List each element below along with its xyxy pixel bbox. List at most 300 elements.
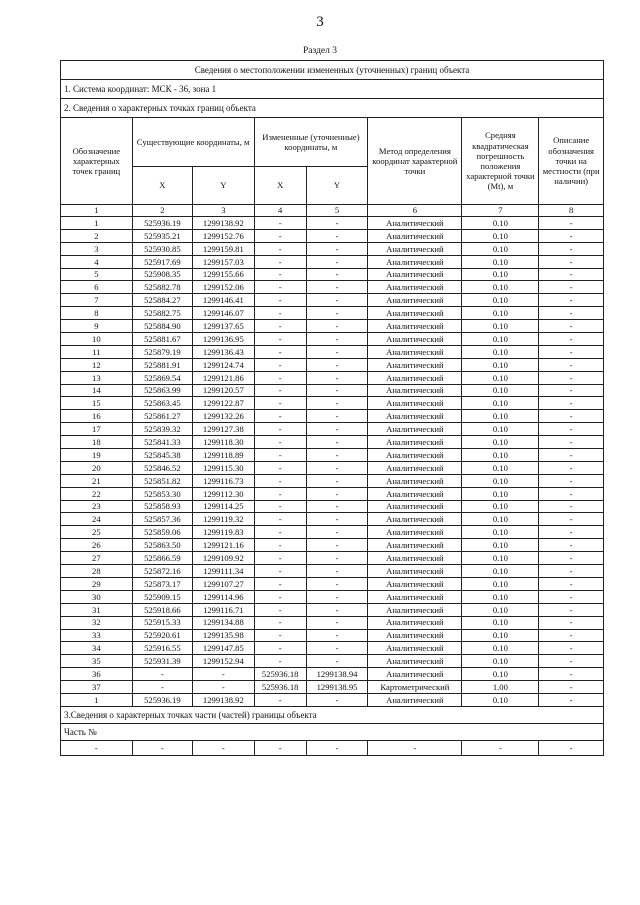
table-cell: Аналитический [368,487,462,500]
table-cell: - [254,294,306,307]
table-cell: - [306,436,367,449]
table-cell: 525861.27 [132,410,192,423]
table-cell: - [254,449,306,462]
table-cell: 1299136.43 [193,345,254,358]
table-cell: 525931.39 [132,655,192,668]
table-row [61,693,604,706]
table-cell: 1299152.94 [193,655,254,668]
table-cell: 1299138.92 [193,693,254,706]
table-cell: 525936.18 [254,681,306,694]
table-cell: 14 [61,384,133,397]
table-cell: 36 [61,668,133,681]
table-cell: 525916.55 [132,642,192,655]
table-cell: 525863.50 [132,539,192,552]
table-row [61,487,604,500]
table-cell: 15 [61,397,133,410]
table-cell: 1299124.74 [193,358,254,371]
table-row [61,358,604,371]
table-cell: 25 [61,526,133,539]
table-row [61,655,604,668]
table-cell: 24 [61,513,133,526]
table-cell: 525882.75 [132,307,192,320]
table-row [61,268,604,281]
table-row [61,217,604,230]
table-cell: 9 [61,320,133,333]
table-cell: 1299137.65 [193,320,254,333]
table-cell: 21 [61,474,133,487]
table-row [61,294,604,307]
table-cell: Аналитический [368,294,462,307]
table-cell: 1299122.87 [193,397,254,410]
table-cell: - [539,281,604,294]
table-cell: 525863.99 [132,384,192,397]
table-cell: 13 [61,371,133,384]
table-cell: 0.10 [462,436,539,449]
table-cell: - [539,397,604,410]
table-cell: 0.10 [462,655,539,668]
boundary-table [60,60,604,756]
table-cell: - [306,397,367,410]
table-row [61,565,604,578]
table-cell: - [254,217,306,230]
table-cell: - [539,307,604,320]
table-cell: Аналитический [368,307,462,320]
table-row [61,500,604,513]
table-row [61,603,604,616]
table-cell: 0.10 [462,281,539,294]
table-cell: - [539,629,604,642]
table-cell: 0.10 [462,320,539,333]
table-cell: 1299115.30 [193,461,254,474]
table-cell: 0.10 [462,217,539,230]
table-cell: - [539,565,604,578]
table-cell: 0.10 [462,577,539,590]
table-cell: - [539,345,604,358]
table-cell: 0.10 [462,603,539,616]
table-cell: 525866.59 [132,552,192,565]
table-cell: 0.10 [462,461,539,474]
table-cell: - [306,616,367,629]
table-cell: - [254,358,306,371]
table-cell: Аналитический [368,461,462,474]
table-cell: 0.10 [462,552,539,565]
table-cell: 1299118.30 [193,436,254,449]
table-cell: 0.10 [462,500,539,513]
table-cell: - [368,740,462,755]
table-cell: 525851.82 [132,474,192,487]
table-cell: 1299159.81 [193,242,254,255]
table-cell: - [254,577,306,590]
column-number-cell: 2 [132,205,192,217]
table-cell: - [254,397,306,410]
table-cell: 0.10 [462,345,539,358]
table-cell: - [306,345,367,358]
table-cell: - [306,539,367,552]
table-cell: 29 [61,577,133,590]
table-cell: Аналитический [368,397,462,410]
table-cell: - [254,616,306,629]
table-cell: - [306,268,367,281]
table-cell: Аналитический [368,358,462,371]
table-cell: - [306,307,367,320]
table-cell: - [539,740,604,755]
table-cell: 0.10 [462,371,539,384]
table-cell: 22 [61,487,133,500]
table-cell: - [306,320,367,333]
table-cell: Аналитический [368,616,462,629]
table-cell: Аналитический [368,384,462,397]
table-row [61,552,604,565]
table-cell: - [462,740,539,755]
table-cell: 10 [61,333,133,346]
table-cell: - [254,539,306,552]
table-cell: - [254,268,306,281]
table-cell: - [306,410,367,423]
table-cell: - [306,242,367,255]
table-row [61,371,604,384]
table-row [61,668,604,681]
table-cell: - [306,384,367,397]
table-row [61,642,604,655]
table-cell: 1299152.76 [193,229,254,242]
table-cell: - [539,616,604,629]
table-cell: 1299127.38 [193,423,254,436]
table-cell: Аналитический [368,565,462,578]
table-cell: - [539,294,604,307]
table-cell: 0.10 [462,642,539,655]
table-cell: - [306,565,367,578]
table-row [61,333,604,346]
table-cell: 525859.06 [132,526,192,539]
table-row [61,526,604,539]
table-cell: - [306,552,367,565]
header-description: Описание обозначения точки на местности (при наличии) [539,118,604,205]
table-cell: - [193,668,254,681]
table-cell: 1299114.25 [193,500,254,513]
table-cell: 6 [61,281,133,294]
table-cell: 525872.16 [132,565,192,578]
table-cell: 525881.67 [132,333,192,346]
table-cell: Аналитический [368,526,462,539]
table-cell: 0.10 [462,423,539,436]
table-cell: Аналитический [368,371,462,384]
table-cell: 18 [61,436,133,449]
table-cell: - [254,423,306,436]
table-cell: - [193,740,254,755]
table-cell: 525936.19 [132,217,192,230]
column-number-cell: 7 [462,205,539,217]
table-row [61,320,604,333]
table-cell: - [306,371,367,384]
table-cell: - [132,681,192,694]
table-cell: 1299118.89 [193,449,254,462]
table-cell: - [254,229,306,242]
table-cell: 0.10 [462,616,539,629]
table-cell: - [539,642,604,655]
header-point-designation: Обозначение характерных точек границ [61,118,133,205]
table-cell: 525884.27 [132,294,192,307]
table-cell: 1299121.16 [193,539,254,552]
table-cell: - [254,642,306,655]
header-method: Метод определения координат характерной точки [368,118,462,205]
table-cell: 0.10 [462,384,539,397]
table-cell: Аналитический [368,474,462,487]
table-cell: - [254,500,306,513]
table-cell: - [306,255,367,268]
table-cell: 1299120.57 [193,384,254,397]
table-cell: - [539,681,604,694]
table-cell: 525869.54 [132,371,192,384]
table-title: Сведения о местоположении измененных (уточненных) границ объекта [61,61,604,80]
table-row [61,513,604,526]
table-cell: - [539,500,604,513]
table-cell: 20 [61,461,133,474]
table-cell: 1299111.34 [193,565,254,578]
table-row [61,681,604,694]
table-cell: 12 [61,358,133,371]
table-cell: 0.10 [462,449,539,462]
table-cell: 525857.36 [132,513,192,526]
table-cell: Аналитический [368,513,462,526]
table-cell: 1299134.88 [193,616,254,629]
table-cell: 1299138.94 [306,668,367,681]
table-cell: - [132,668,192,681]
table-cell: - [539,217,604,230]
table-cell: 28 [61,565,133,578]
table-cell: Аналитический [368,268,462,281]
table-cell: Аналитический [368,590,462,603]
table-cell: - [254,410,306,423]
table-cell: - [306,217,367,230]
table-cell: - [254,552,306,565]
header-changed-x: X [254,167,306,205]
table-cell: 0.10 [462,397,539,410]
table-cell: - [254,693,306,706]
header-precision: Средняя квадратическая погрешность положения характерной точки (Mt), м [462,118,539,205]
table-row [61,229,604,242]
table-cell: Аналитический [368,242,462,255]
table-cell: 1299107.27 [193,577,254,590]
table-cell: - [306,358,367,371]
table-cell: Аналитический [368,552,462,565]
table-cell: 1299146.41 [193,294,254,307]
table-cell: 1299132.26 [193,410,254,423]
table-cell: - [306,333,367,346]
table-cell: 8 [61,307,133,320]
table-cell: - [254,603,306,616]
table-cell: Аналитический [368,229,462,242]
table-cell: 1299138.92 [193,217,254,230]
table-cell: 525918.66 [132,603,192,616]
table-cell: - [254,461,306,474]
table-cell: - [254,333,306,346]
table-cell: - [306,474,367,487]
table-row [61,629,604,642]
table-cell: Аналитический [368,217,462,230]
header-changed-y: Y [306,167,367,205]
table-cell: - [539,577,604,590]
table-cell: 37 [61,681,133,694]
table-cell: - [539,552,604,565]
table-cell: 0.10 [462,268,539,281]
table-cell: 1299121.86 [193,371,254,384]
table-cell: Аналитический [368,668,462,681]
table-cell: - [539,423,604,436]
table-cell: 1299114.96 [193,590,254,603]
table-cell: - [539,229,604,242]
header-existing-x: X [132,167,192,205]
table-cell: - [254,320,306,333]
table-cell: 27 [61,552,133,565]
table-row [61,255,604,268]
part-number-label: Часть № [61,723,604,740]
table-row [61,577,604,590]
table-cell: 5 [61,268,133,281]
table-cell: - [306,655,367,668]
table-cell: 1299109.92 [193,552,254,565]
table-cell: 4 [61,255,133,268]
table-cell: 2 [61,229,133,242]
table-cell: 0.10 [462,526,539,539]
table-cell: - [306,590,367,603]
table-cell: 525845.38 [132,449,192,462]
table-row [61,436,604,449]
table-cell: 1299112.30 [193,487,254,500]
table-cell: 525908.35 [132,268,192,281]
table-cell: - [539,539,604,552]
table-cell: 3 [61,242,133,255]
coord-system: 1. Система координат: МСК - 36, зона 1 [61,80,604,99]
table-cell: - [539,461,604,474]
table-cell: - [306,449,367,462]
table-cell: - [254,526,306,539]
empty-part-row [61,740,604,755]
table-cell: - [306,500,367,513]
table-cell: 525935.21 [132,229,192,242]
table-cell: - [306,423,367,436]
table-cell: 34 [61,642,133,655]
table-cell: 525858.93 [132,500,192,513]
table-row [61,345,604,358]
table-cell: Аналитический [368,693,462,706]
table-cell: - [539,255,604,268]
table-cell: - [306,229,367,242]
table-cell: 0.10 [462,565,539,578]
table-row [61,449,604,462]
table-cell: 31 [61,603,133,616]
table-cell: 1 [61,693,133,706]
column-number-cell: 6 [368,205,462,217]
column-number-cell: 8 [539,205,604,217]
table-cell: 1299116.71 [193,603,254,616]
table-row [61,474,604,487]
table-row [61,423,604,436]
table-cell: - [539,487,604,500]
table-cell: 16 [61,410,133,423]
table-cell: 525873.17 [132,577,192,590]
table-row [61,539,604,552]
header-changed-coords: Измененные (уточненные) координаты, м [254,118,368,167]
table-cell: Аналитический [368,320,462,333]
table-cell: - [539,320,604,333]
column-number-cell: 1 [61,205,133,217]
table-cell: 1299155.66 [193,268,254,281]
table-cell: - [539,384,604,397]
table-cell: 30 [61,590,133,603]
table-cell: Аналитический [368,255,462,268]
table-cell: - [254,255,306,268]
table-cell: 1299157.03 [193,255,254,268]
table-cell: - [539,474,604,487]
table-cell: Аналитический [368,603,462,616]
table-cell: 1299147.85 [193,642,254,655]
table-cell: - [539,668,604,681]
table-row [61,590,604,603]
table-cell: - [306,603,367,616]
table-cell: 1299136.95 [193,333,254,346]
table-cell: - [539,603,604,616]
table-cell: 26 [61,539,133,552]
table-cell: - [539,242,604,255]
table-cell: 19 [61,449,133,462]
table-cell: - [539,526,604,539]
table-cell: 525879.19 [132,345,192,358]
table-cell: - [61,740,133,755]
table-cell: 1299138.95 [306,681,367,694]
table-cell: - [306,629,367,642]
table-cell: 1299119.83 [193,526,254,539]
table-cell: - [254,384,306,397]
table-cell: - [539,410,604,423]
table-cell: 11 [61,345,133,358]
table-cell: Аналитический [368,423,462,436]
table-cell: 0.10 [462,590,539,603]
table-cell: 0.10 [462,487,539,500]
column-number-row [61,205,604,217]
table-cell: 525920.61 [132,629,192,642]
section-label: Раздел 3 [303,46,337,56]
table-cell: - [254,590,306,603]
table-cell: 32 [61,616,133,629]
table-cell: 525839.32 [132,423,192,436]
table-cell: Аналитический [368,642,462,655]
table-cell: 17 [61,423,133,436]
table-cell: 525841.33 [132,436,192,449]
table-cell: 1299135.98 [193,629,254,642]
table-cell: - [254,740,306,755]
table-cell: 0.10 [462,410,539,423]
table-cell: 0.10 [462,358,539,371]
table-cell: 33 [61,629,133,642]
table-cell: 1299116.73 [193,474,254,487]
table-cell: - [539,590,604,603]
table-cell: 0.10 [462,513,539,526]
table-cell: - [306,461,367,474]
table-cell: 525882.78 [132,281,192,294]
table-cell: 0.10 [462,255,539,268]
table-cell: 0.10 [462,668,539,681]
table-cell: 0.10 [462,229,539,242]
table-cell: - [132,740,192,755]
points-heading: 2. Сведения о характерных точках границ объекта [61,99,604,118]
table-cell: Аналитический [368,629,462,642]
header-existing-y: Y [193,167,254,205]
table-cell: Аналитический [368,655,462,668]
column-number-cell: 5 [306,205,367,217]
table-cell: 1 [61,217,133,230]
table-cell: 0.10 [462,333,539,346]
table-row [61,616,604,629]
